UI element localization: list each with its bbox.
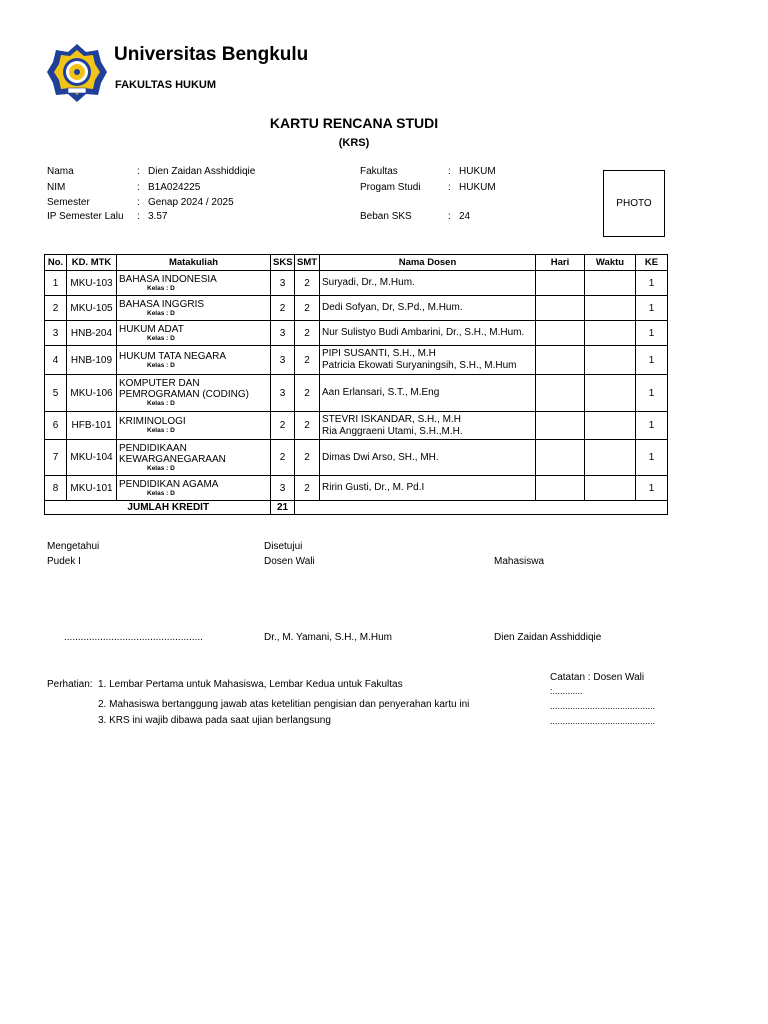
pudek-signature-line: .................................................. <box>64 632 203 643</box>
row-matakuliah <box>117 412 271 440</box>
row-waktu <box>585 440 636 476</box>
total-empty <box>295 501 668 515</box>
row-no: 7 <box>45 440 67 476</box>
course-name: BAHASA INDONESIA <box>119 273 217 285</box>
student-ip: 3.57 <box>148 211 168 222</box>
total-spacer <box>45 501 67 515</box>
row-ke: 1 <box>636 440 668 476</box>
lecturer-name: Ria Anggraeni Utami, S.H.,M.H. <box>322 425 463 437</box>
row-hari <box>536 321 585 346</box>
row-kode: MKU-101 <box>67 476 117 501</box>
row-sks: 2 <box>271 412 295 440</box>
course-name-line2: PEMROGRAMAN (CODING) <box>119 389 249 400</box>
dosen-wali-label: Dosen Wali <box>264 556 315 567</box>
row-hari <box>536 440 585 476</box>
row-sks: 3 <box>271 271 295 296</box>
row-kode: HNB-109 <box>67 346 117 375</box>
row-sks: 3 <box>271 476 295 501</box>
dosen-wali-name: Dr., M. Yamani, S.H., M.Hum <box>264 632 392 643</box>
row-waktu <box>585 476 636 501</box>
course-class: Kelas : D <box>147 334 175 342</box>
row-smt: 2 <box>295 375 320 412</box>
photo-label: PHOTO <box>616 198 652 209</box>
row-no: 1 <box>45 271 67 296</box>
header-ke: KE <box>636 255 668 271</box>
row-dosen: Dimas Dwi Arso, SH., MH. <box>320 440 536 476</box>
row-kode: HFB-101 <box>67 412 117 440</box>
row-ke: 1 <box>636 271 668 296</box>
nim-label: NIM <box>47 182 66 193</box>
total-label: JUMLAH KREDIT <box>67 501 271 515</box>
row-sks: 2 <box>271 440 295 476</box>
mahasiswa-name: Dien Zaidan Asshiddiqie <box>494 632 602 643</box>
row-kode: MKU-105 <box>67 296 117 321</box>
row-hari <box>536 296 585 321</box>
header-kode: KD. MTK <box>67 255 117 271</box>
sks-separator: : <box>448 211 451 222</box>
row-kode: MKU-103 <box>67 271 117 296</box>
header-smt: SMT <box>295 255 320 271</box>
table-row <box>45 321 668 346</box>
header-sks: SKS <box>271 255 295 271</box>
row-ke: 1 <box>636 296 668 321</box>
header-no: No. <box>45 255 67 271</box>
header-waktu: Waktu <box>585 255 636 271</box>
row-smt: 2 <box>295 476 320 501</box>
row-matakuliah <box>117 346 271 375</box>
table-row <box>45 296 668 321</box>
row-waktu <box>585 321 636 346</box>
course-table <box>44 254 668 515</box>
document-subtitle: (KRS) <box>338 137 370 149</box>
ip-label: IP Semester Lalu <box>47 211 124 222</box>
catatan-line: .......................................... <box>550 716 656 726</box>
row-dosen <box>320 412 536 440</box>
semester-label: Semester <box>47 197 90 208</box>
lecturer-name: PIPI SUSANTI, S.H., M.H <box>322 348 436 359</box>
table-row <box>45 346 668 375</box>
university-name: Universitas Bengkulu <box>114 44 309 65</box>
header-matakuliah: Matakuliah <box>117 255 271 271</box>
row-dosen: Dedi Sofyan, Dr, S.Pd., M.Hum. <box>320 296 536 321</box>
row-ke: 1 <box>636 346 668 375</box>
disetujui-label: Disetujui <box>264 541 303 552</box>
row-ke: 1 <box>636 375 668 412</box>
total-value: 21 <box>271 501 295 515</box>
notes-label: Perhatian: <box>47 679 93 690</box>
course-class: Kelas : D <box>147 464 175 472</box>
header-hari: Hari <box>536 255 585 271</box>
row-waktu <box>585 346 636 375</box>
course-name-line2: KEWARGANEGARAAN <box>119 453 226 465</box>
university-seal-icon <box>46 43 108 103</box>
row-no: 6 <box>45 412 67 440</box>
student-nim: B1A024225 <box>148 182 201 193</box>
mengetahui-label: Mengetahui <box>47 541 100 552</box>
student-semester: Genap 2024 / 2025 <box>148 197 234 208</box>
row-dosen: Suryadi, Dr., M.Hum. <box>320 271 536 296</box>
course-class: Kelas : D <box>147 284 175 292</box>
total-row <box>45 501 668 515</box>
pudek-label: Pudek I <box>47 556 81 567</box>
row-no: 3 <box>45 321 67 346</box>
row-hari <box>536 271 585 296</box>
table-row <box>45 412 668 440</box>
note-item: 3. KRS ini wajib dibawa pada saat ujian berlangsung <box>98 715 331 726</box>
row-matakuliah <box>117 271 271 296</box>
row-dosen <box>320 346 536 375</box>
student-program: HUKUM <box>459 182 496 193</box>
table-row <box>45 440 668 476</box>
row-no: 4 <box>45 346 67 375</box>
row-ke: 1 <box>636 412 668 440</box>
catatan-label: Catatan : Dosen Wali <box>550 672 645 683</box>
row-waktu <box>585 296 636 321</box>
semester-separator: : <box>137 197 140 208</box>
row-ke: 1 <box>636 321 668 346</box>
faculty-separator: : <box>448 166 451 177</box>
row-waktu <box>585 375 636 412</box>
row-dosen: Ririn Gusti, Dr., M. Pd.I <box>320 476 536 501</box>
document-title: KARTU RENCANA STUDI <box>269 115 439 131</box>
row-no: 5 <box>45 375 67 412</box>
course-name: HUKUM ADAT <box>119 323 184 335</box>
catatan-line: .......................................... <box>550 701 656 711</box>
row-hari <box>536 375 585 412</box>
row-sks: 2 <box>271 296 295 321</box>
row-kode: MKU-104 <box>67 440 117 476</box>
row-dosen: Nur Sulistyo Budi Ambarini, Dr., S.H., M.Hum. <box>320 321 536 346</box>
row-smt: 2 <box>295 296 320 321</box>
row-smt: 2 <box>295 346 320 375</box>
faculty-label: Fakultas <box>360 166 398 177</box>
row-sks: 3 <box>271 321 295 346</box>
row-sks: 3 <box>271 346 295 375</box>
row-no: 2 <box>45 296 67 321</box>
faculty-name: FAKULTAS HUKUM <box>115 79 217 91</box>
row-dosen: Aan Erlansari, S.T., M.Eng <box>320 375 536 412</box>
course-name: PENDIDIKAN AGAMA <box>119 478 219 490</box>
name-label: Nama <box>47 166 74 177</box>
row-kode: MKU-106 <box>67 375 117 412</box>
lecturer-name: Patricia Ekowati Suryaningsih, S.H., M.Hum <box>322 360 517 371</box>
row-matakuliah <box>117 476 271 501</box>
course-class: Kelas : D <box>147 400 175 407</box>
student-sks-load: 24 <box>459 211 471 222</box>
nim-separator: : <box>137 182 140 193</box>
row-hari <box>536 412 585 440</box>
photo-box <box>603 170 665 237</box>
row-kode: HNB-204 <box>67 321 117 346</box>
course-class: Kelas : D <box>147 489 175 497</box>
course-name: HUKUM TATA NEGARA <box>119 350 227 362</box>
row-ke: 1 <box>636 476 668 501</box>
course-name: BAHASA INGGRIS <box>119 298 205 310</box>
row-smt: 2 <box>295 440 320 476</box>
note-item: 1. Lembar Pertama untuk Mahasiswa, Lembar Kedua untuk Fakultas <box>98 679 403 690</box>
program-label: Progam Studi <box>360 182 421 193</box>
row-sks: 3 <box>271 375 295 412</box>
course-name: KRIMINOLOGI <box>119 416 186 427</box>
table-header-row <box>45 255 668 271</box>
table-row <box>45 476 668 501</box>
row-smt: 2 <box>295 321 320 346</box>
course-class: Kelas : D <box>147 309 175 317</box>
row-matakuliah <box>117 375 271 412</box>
table-row <box>45 375 668 412</box>
row-smt: 2 <box>295 271 320 296</box>
row-smt: 2 <box>295 412 320 440</box>
lecturer-name: STEVRI ISKANDAR, S.H., M.H <box>322 413 461 425</box>
row-hari <box>536 476 585 501</box>
row-no: 8 <box>45 476 67 501</box>
name-separator: : <box>137 166 140 177</box>
ip-separator: : <box>137 211 140 222</box>
header-dosen: Nama Dosen <box>320 255 536 271</box>
row-matakuliah <box>117 296 271 321</box>
course-name: PENDIDIKAAN <box>119 442 187 454</box>
row-matakuliah <box>117 321 271 346</box>
row-matakuliah <box>117 440 271 476</box>
student-faculty: HUKUM <box>459 166 496 177</box>
row-hari <box>536 346 585 375</box>
row-waktu <box>585 271 636 296</box>
note-item: 2. Mahasiswa bertanggung jawab atas ketelitian pengisian dan penyerahan kartu ini <box>98 699 470 710</box>
catatan-dots: :............ <box>550 686 583 696</box>
course-class: Kelas : D <box>147 361 175 369</box>
course-name: KOMPUTER DAN <box>119 378 200 389</box>
mahasiswa-label: Mahasiswa <box>494 556 545 567</box>
table-row <box>45 271 668 296</box>
row-waktu <box>585 412 636 440</box>
sks-label: Beban SKS <box>360 211 412 222</box>
course-class: Kelas : D <box>147 427 175 434</box>
program-separator: : <box>448 182 451 193</box>
student-name: Dien Zaidan Asshiddiqie <box>148 166 256 177</box>
